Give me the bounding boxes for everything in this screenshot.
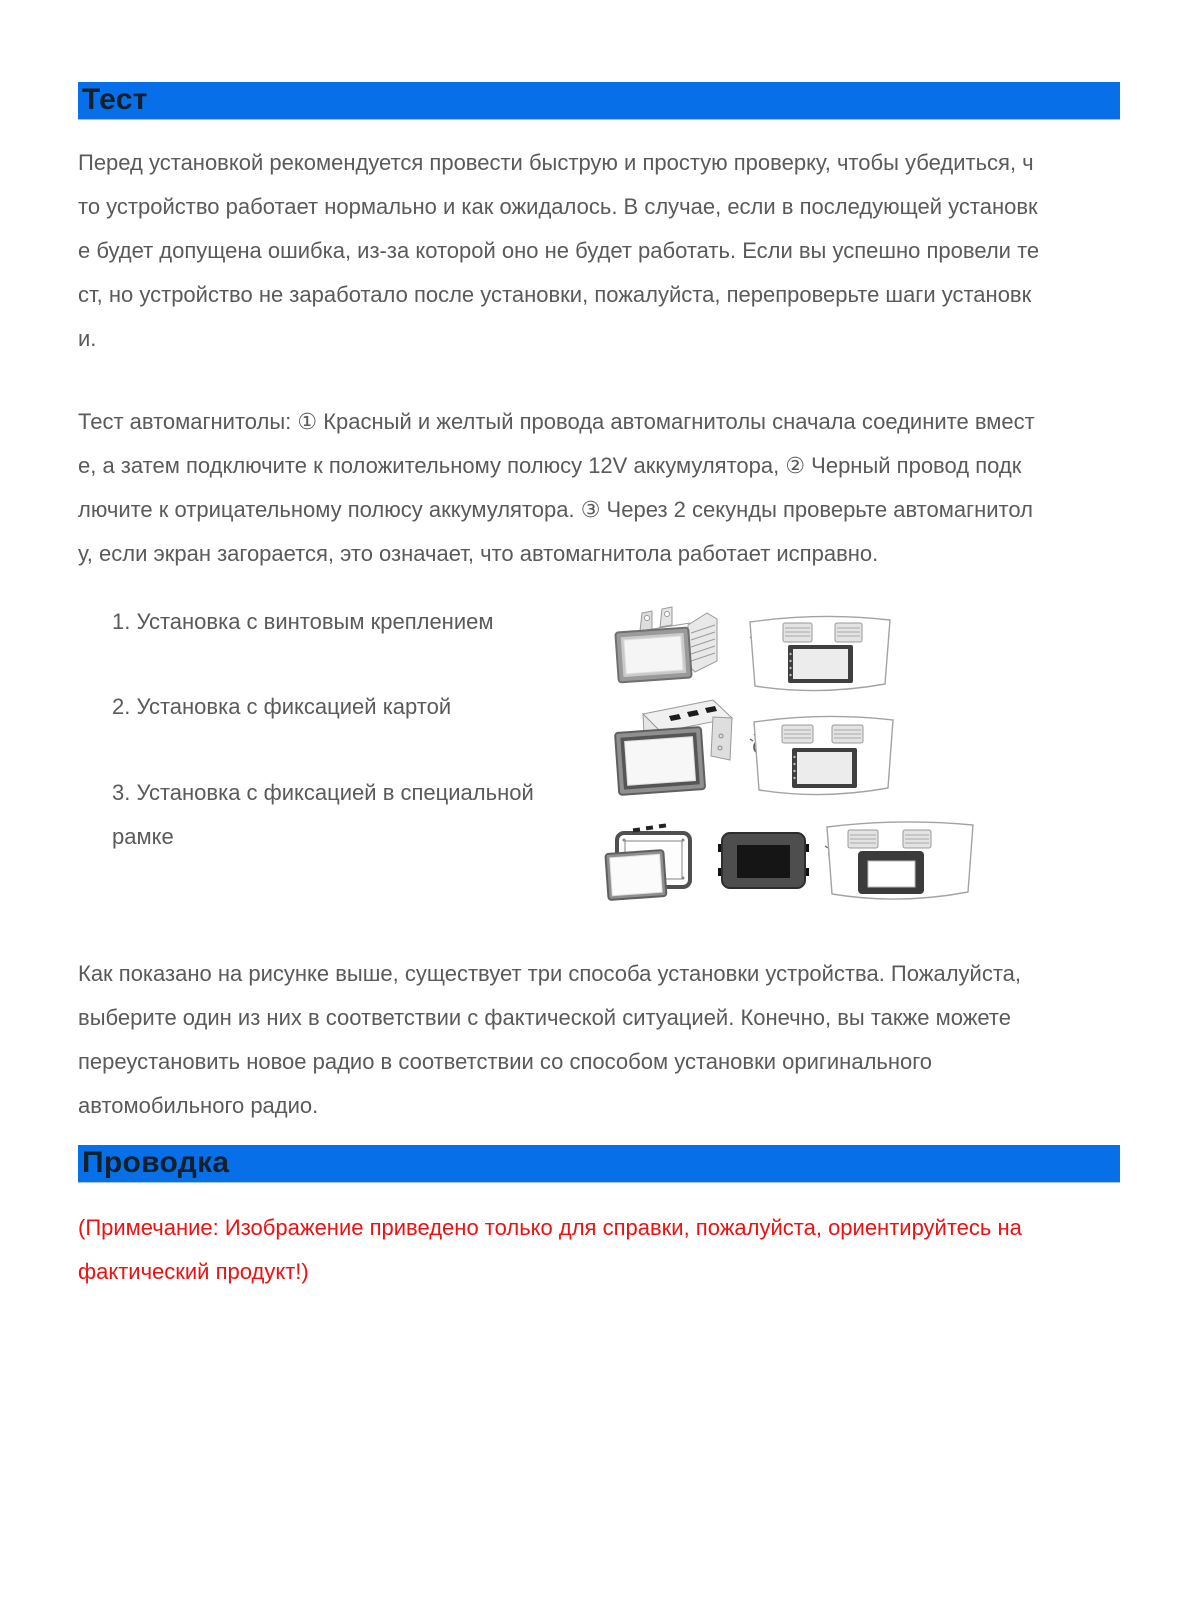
text-line: автомобильного радио.	[78, 1093, 319, 1118]
section-title-wiring: Проводка	[82, 1146, 230, 1179]
illustration-frame-fixation	[590, 812, 985, 912]
wiring-note	[78, 1206, 1022, 1294]
paragraph-test-procedure	[78, 400, 1035, 576]
list-item-label: 1. Установка с винтовым креплением	[112, 609, 494, 634]
text-line: е будет допущена ошибка, из-за которой оно не будет работать. Если вы успешно провели те	[78, 238, 1040, 263]
radio-unit	[605, 850, 666, 900]
install-method-1	[112, 600, 493, 644]
radio-unit	[615, 727, 705, 795]
text-line: лючите к отрицательному полюсу аккумулятора. ③ Через 2 секунды проверьте автомагнитол	[78, 497, 1033, 522]
text-line: и.	[78, 326, 97, 351]
text-line: то устройство работает нормально и как ожидалось. В случае, если в последующей установк	[78, 194, 1038, 219]
text-line: Как показано на рисунке выше, существует три способа установки устройства. Пожалуйста,	[78, 961, 1021, 986]
note-line: фактический продукт!)	[78, 1259, 309, 1284]
paragraph-install-summary	[78, 952, 1021, 1128]
section-header-test	[78, 82, 1120, 120]
list-item-label: рамке	[112, 824, 174, 849]
dashboard-with-radio	[754, 716, 893, 794]
list-item-label: 3. Установка с фиксацией в специальной	[112, 780, 534, 805]
section-header-wiring	[78, 1145, 1120, 1183]
install-method-3	[112, 771, 534, 859]
mounting-sleeve	[718, 833, 809, 888]
illustration-screw-mount	[595, 585, 905, 697]
text-line: у, если экран загорается, это означает, что автомагнитола работает исправно.	[78, 541, 879, 566]
mount-cage	[688, 613, 717, 672]
text-line: Тест автомагнитолы: ① Красный и желтый провода автомагнитолы сначала соедините вмест	[78, 409, 1035, 434]
dashboard-with-frame	[827, 822, 973, 899]
illustration-card-fixation	[595, 690, 895, 804]
dashboard-with-radio	[750, 616, 890, 690]
text-line: ст, но устройство не заработало после установки, пожалуйста, перепроверьте шаги установк	[78, 282, 1032, 307]
text-line: е, а затем подключите к положительному полюсу 12V аккумулятора, ② Черный провод подк	[78, 453, 1022, 478]
section-title-test: Тест	[82, 83, 148, 116]
text-line: Перед установкой рекомендуется провести быструю и простую проверку, чтобы убедиться, ч	[78, 150, 1034, 175]
paragraph-test-intro	[78, 141, 1039, 361]
text-line: переустановить новое радио в соответствии со способом установки оригинального	[78, 1049, 933, 1074]
text-line: выберите один из них в соответствии с фактической ситуацией. Конечно, вы также можете	[78, 1005, 1011, 1030]
note-line: (Примечание: Изображение приведено только для справки, пожалуйста, ориентируйтесь на	[78, 1215, 1022, 1240]
list-item-label: 2. Установка с фиксацией картой	[112, 694, 452, 719]
install-method-2	[112, 685, 451, 729]
radio-unit	[615, 627, 691, 682]
